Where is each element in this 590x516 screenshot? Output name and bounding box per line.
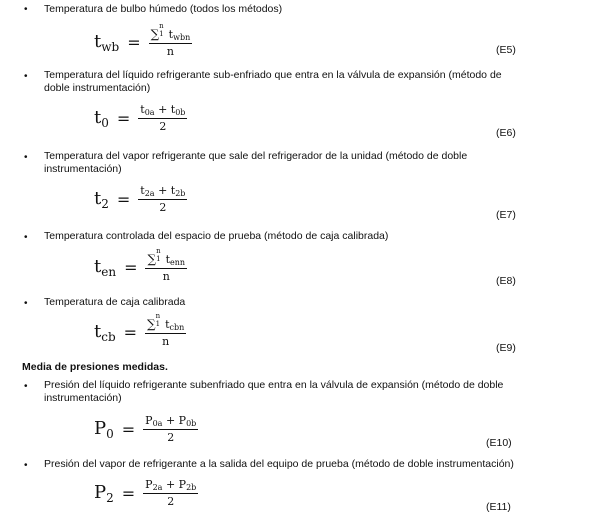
equation-lhs: $t_{en}$ [94,255,117,279]
bullet-marker: • [24,152,28,163]
fraction [143,414,198,444]
equation-e9 [94,312,186,348]
equation-e5 [94,22,192,58]
fraction [145,247,187,283]
item-text-line2: instrumentación) [44,163,122,175]
fraction [138,184,187,214]
numerator: $t_{0a} + t_{0b}$ [140,103,186,117]
bullet-marker: • [24,381,28,392]
equation-number: (E7) [496,209,516,221]
item-text: Temperatura de caja calibrada [44,296,186,308]
fraction [138,103,187,133]
numerator: ∑ n 1 $t_{enn}$ [147,247,186,267]
fraction [149,22,193,58]
item-text-line2: doble instrumentación) [44,82,151,94]
equation-lhs: $t_{wb}$ [94,30,120,54]
denominator: 2 [159,201,167,214]
item-text-line1: Temperatura del líquido refrigerante sub-enfriado que entra en la válvula de expansión (método de [44,69,502,81]
equals-sign: = [121,419,136,439]
equation-lhs: $t_0$ [94,106,109,130]
equation-e10 [94,414,198,444]
item-text-line1: Presión del líquido refrigerante subenfriado que entra en la válvula de expansión (método de doble [44,379,504,391]
denominator: n [162,270,170,283]
equation-number: (E6) [496,127,516,139]
denominator: n [162,335,170,348]
denominator: 2 [167,495,175,508]
equation-number: (E5) [496,44,516,56]
bullet-marker: • [24,298,28,309]
equation-lhs: $t_2$ [94,187,109,211]
item-text-line2: instrumentación) [44,392,122,404]
equals-sign: = [127,32,141,52]
item-text-line1: Temperatura del vapor refrigerante que sale del refrigerador de la unidad (método de doble [44,150,468,162]
item-text: Presión del vapor de refrigerante a la salida del equipo de prueba (método de doble instrumentación) [44,458,514,470]
numerator: ∑ n 1 $t_{cbn}$ [147,312,185,332]
item-text: Temperatura de bulbo húmedo (todos los métodos) [44,3,283,15]
equation-lhs: $t_{cb}$ [94,320,116,344]
equals-sign: = [124,257,138,277]
equation-e11 [94,478,198,508]
equals-sign: = [116,189,131,209]
denominator: 2 [167,431,175,444]
bullet-marker: • [24,460,28,471]
numerator: ∑ n 1 $t_{wbn}$ [150,22,191,42]
equals-sign: = [121,483,136,503]
equation-lhs: $P_0$ [94,417,114,441]
fraction [145,312,186,348]
equation-number: (E8) [496,275,516,287]
numerator: $t_{2a} + t_{2b}$ [140,184,186,198]
equation-lhs: $P_2$ [94,481,114,505]
numerator: $P_{2a} + P_{2b}$ [145,478,197,492]
equation-number: (E11) [486,501,511,513]
equation-e8 [94,247,187,283]
item-text: Temperatura controlada del espacio de prueba (método de caja calibrada) [44,230,389,242]
equation-e6 [94,103,187,133]
denominator: n [166,45,174,58]
equals-sign: = [116,108,131,128]
denominator: 2 [159,120,167,133]
equation-e7 [94,184,187,214]
equals-sign: = [123,322,138,342]
bullet-marker: • [24,232,28,243]
equation-number: (E10) [486,437,512,449]
equation-number: (E9) [496,342,516,354]
fraction [143,478,198,508]
numerator: $P_{0a} + P_{0b}$ [145,414,197,428]
section-heading: Media de presiones medidas. [22,361,168,373]
bullet-marker: • [24,4,28,15]
bullet-marker: • [24,71,28,82]
